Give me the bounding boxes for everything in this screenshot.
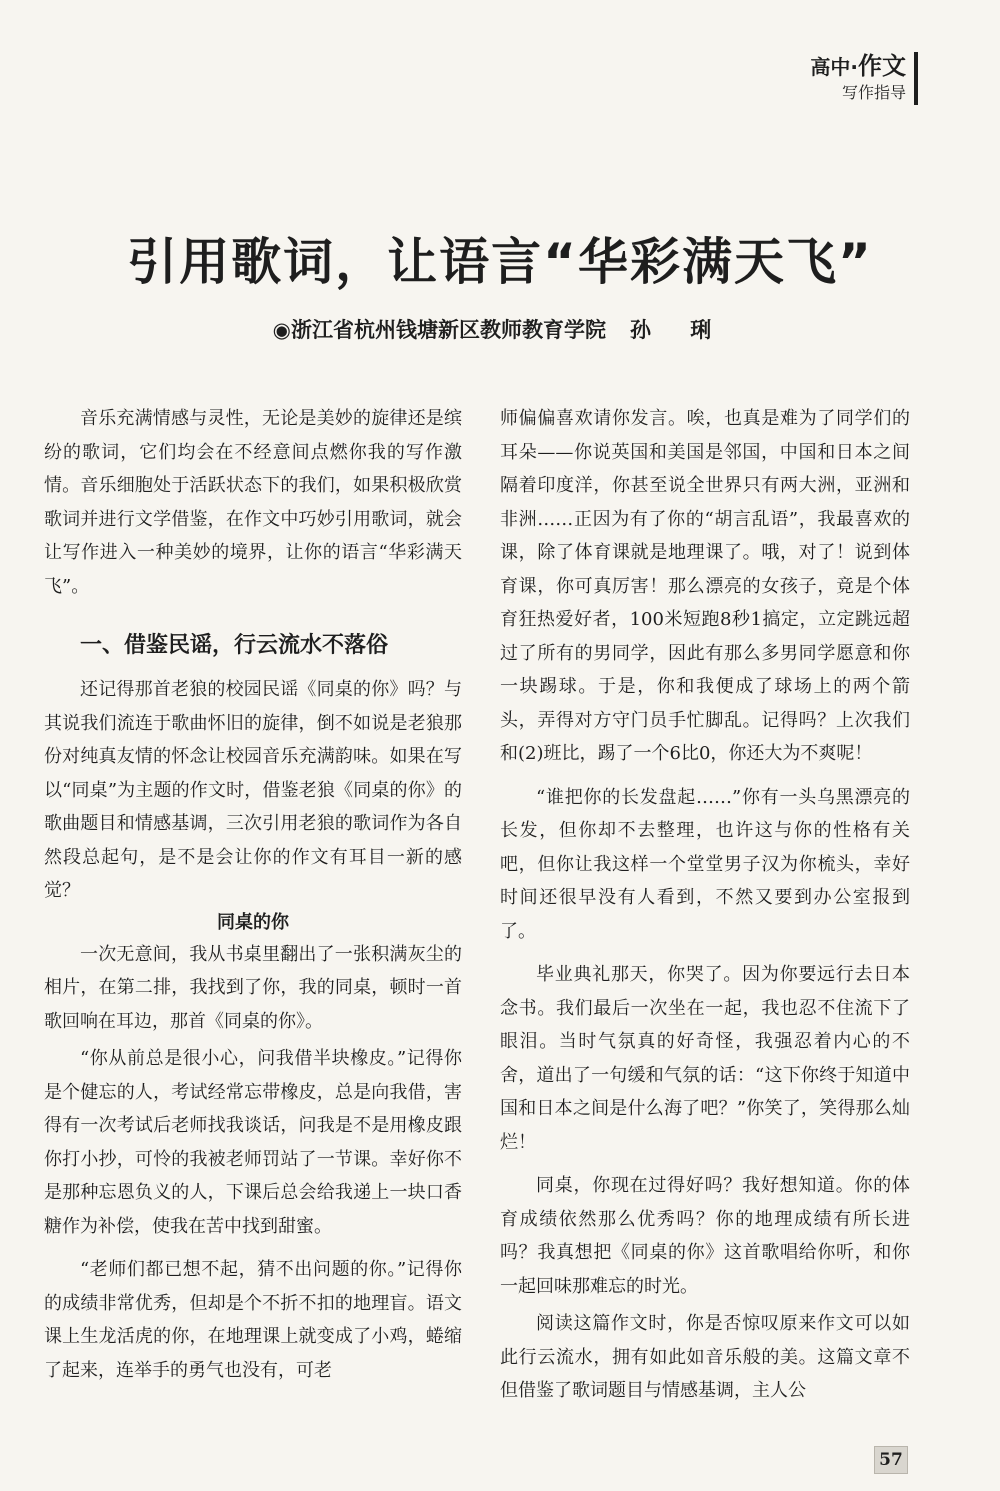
journal-column-label: 写作指导: [841, 83, 906, 102]
journal-header: [810, 52, 918, 105]
essay-paragraph: “老师们都已想不起，猜不出问题的你。”记得你的成绩非常优秀，但却是个不折不扣的地理盲。语文课上生龙活虎的你，在地理课上就变成了小鸡，蜷缩了起来，连举手的勇气也没有，可老: [44, 1259, 462, 1381]
article-title: 引用歌词，让语言“华彩满天飞”: [127, 233, 873, 291]
essay-title: 同桌的你: [217, 911, 289, 933]
page-number: 57: [874, 1446, 908, 1474]
section-heading: 一、借鉴民谣，行云流水不落俗: [80, 633, 389, 658]
author-name: 孙 琍: [630, 318, 728, 342]
body-paragraph: 阅读这篇作文时，你是否惊叹原来作文可以如此行云流水，拥有如此如音乐般的美。这篇文章不但借鉴了歌词题目与情感基调，主人公: [500, 1313, 910, 1401]
essay-paragraph: “你从前总是很小心，问我借半块橡皮。”记得你是个健忘的人，考试经常忘带橡皮，总是向我借，害得有一次考试后老师找我谈话，问我是不是用橡皮跟你打小抄，可怜的我被老师罚站了一节课。幸好你不是那种忘恩负义的人，下课后总会给我递上一块口香糖作为补偿，使我在苦中找到甜蜜。: [44, 1048, 462, 1237]
body-paragraph: 还记得那首老狼的校园民谣《同桌的你》吗？与其说我们流连于歌曲怀旧的旋律，倒不如说是老狼那份对纯真友情的怀念让校园音乐充满韵味。如果在写以“同桌”为主题的作文时，借鉴老狼《同桌的你》的歌曲题目和情感基调，三次引用老狼的歌词作为各自然段总起句，是不是会让你的作文有耳目一新的感觉？: [44, 679, 462, 901]
author-affiliation: ◉浙江省杭州钱塘新区教师教育学院: [272, 318, 606, 342]
essay-paragraph: “谁把你的长发盘起……”你有一头乌黑漂亮的长发，但你却不去整理，也许这与你的性格有关吧，但你让我这样一个堂堂男子汉为你梳头，幸好时间还很早没有人看到，不然又要到办公室报到了。: [500, 786, 910, 942]
essay-paragraph: 一次无意间，我从书桌里翻出了一张积满灰尘的相片，在第二排，我找到了你，我的同桌，顿时一首歌回响在耳边，那首《同桌的你》。: [44, 943, 462, 1032]
intro-paragraph: 音乐充满情感与灵性，无论是美妙的旋律还是缤纷的歌词，它们均会在不经意间点燃你我的写作激情。音乐细胞处于活跃状态下的我们，如果积极欣赏歌词并进行文学借鉴，在作文中巧妙引用歌词，就会让写作进入一种美妙的境界，让你的语言“华彩满天飞”。: [44, 408, 462, 597]
essay-paragraph: 毕业典礼那天，你哭了。因为你要远行去日本念书。我们最后一次坐在一起，我也忍不住流下了眼泪。当时气氛真的好奇怪，我强忍着内心的不舍，道出了一句缓和气氛的话：“这下你终于知道中国和日本之间是什么海了吧？”你笑了，笑得那么灿烂！: [500, 964, 910, 1153]
essay-paragraph: 同桌，你现在过得好吗？我好想知道。你的体育成绩依然那么优秀吗？你的地理成绩有所长进吗？我真想把《同桌的你》这首歌唱给你听，和你一起回味那难忘的时光。: [500, 1175, 910, 1297]
essay-paragraph: 师偏偏喜欢请你发言。唉，也真是难为了同学们的耳朵——你说英国和美国是邻国，中国和日本之间隔着印度洋，你甚至说全世界只有两大洲，亚洲和非洲……正因为有了你的“胡言乱语”，我最喜欢的课，除了体育课就是地理课了。哦，对了！说到体育课，你可真厉害！那么漂亮的女孩子，竟是个体育狂热爱好者，100米短跑8秒1搞定，立定跳远超过了所有的男同学，因此有那么多男同学愿意和你一块踢球。于是，你和我便成了球场上的两个箭头，弄得对方守门员手忙脚乱。记得吗？上次我们和(2)班比，踢了一个6比0，你还大为不爽呢！: [500, 408, 910, 764]
left-column: [44, 402, 462, 1387]
author-line: [0, 314, 1000, 344]
journal-section-label: 高中·作文: [810, 52, 906, 80]
right-column: [500, 402, 910, 1408]
